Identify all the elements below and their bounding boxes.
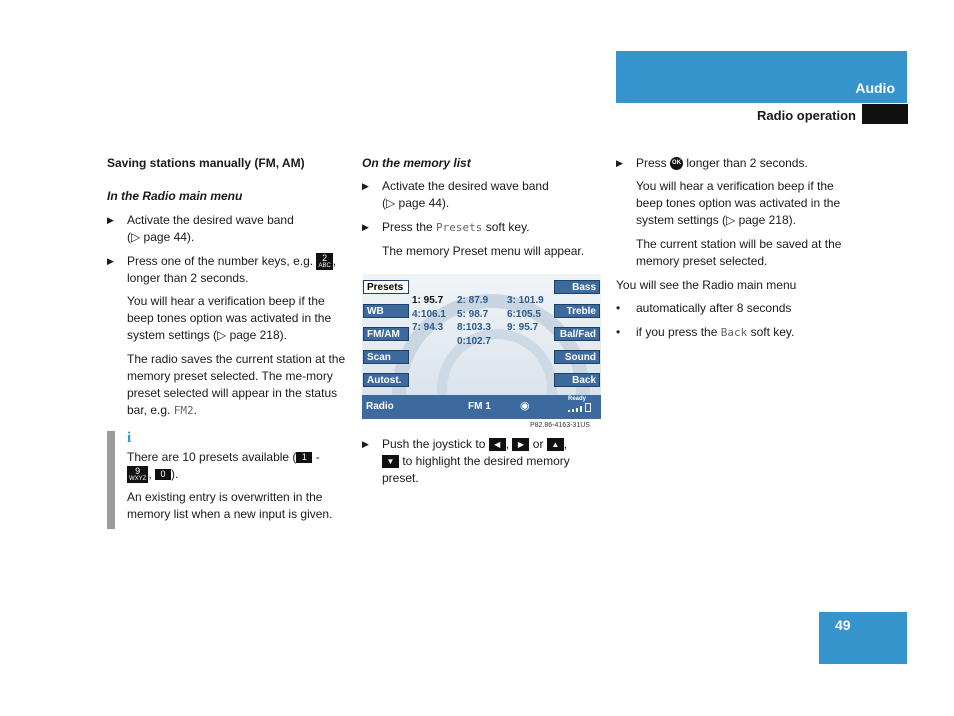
arrow-left-icon: ◀ [489, 438, 506, 451]
softkey-back[interactable]: Back [554, 373, 600, 387]
softkey-bass[interactable]: Bass [554, 280, 600, 294]
preset-8[interactable]: 8:103.3 [457, 322, 491, 333]
info-bar [107, 431, 115, 529]
preset-2[interactable]: 2: 87.9 [457, 295, 489, 306]
list-item: ▶ Press OK longer than 2 seconds. [616, 156, 808, 170]
softkey-wb[interactable]: WB [363, 304, 409, 318]
arrow-right-icon: ▶ [512, 438, 529, 451]
status-ready: Ready [568, 396, 587, 402]
triangle-right-icon: ▶ [362, 439, 369, 449]
softkey-fm-am[interactable]: FM/AM [363, 327, 409, 341]
paragraph: The radio saves the current station at the memory preset selected. The me-mory preset selected will appear in the status bar, e.g. FM2. [127, 352, 346, 418]
bullet-dot-icon: • [616, 325, 621, 339]
paragraph: You will see the Radio main menu [616, 278, 797, 292]
section-heading: Saving stations manually (FM, AM) [107, 156, 305, 170]
triangle-right-icon: ▶ [107, 256, 114, 266]
status-bar [362, 395, 601, 419]
preset-0[interactable]: 0:102.7 [457, 336, 491, 347]
softkey-autost[interactable]: Autost. [363, 373, 409, 387]
number-key-9-icon: 9 WXYZ [129, 466, 147, 483]
list-item: • automatically after 8 seconds [616, 301, 792, 315]
column-2-continued [362, 436, 607, 487]
softkey-bal-fad[interactable]: Bal/Fad [554, 327, 600, 341]
number-key-1-icon: 1 [296, 452, 312, 463]
number-key-2-icon: 2 ABC [318, 253, 331, 270]
triangle-right-icon: ▶ [616, 158, 623, 168]
section-marker [862, 104, 908, 124]
softkey-presets[interactable]: Presets [363, 280, 409, 294]
page-number-box [819, 612, 907, 664]
list-item: ▶ Press one of the number keys, e.g. 2 ABC , longer than 2 seconds. [107, 253, 337, 286]
subheading: On the memory list [362, 156, 471, 170]
preset-9[interactable]: 9: 95.7 [507, 322, 539, 333]
softkey-scan[interactable]: Scan [363, 350, 409, 364]
arrow-down-icon: ▼ [382, 455, 399, 468]
ok-key-icon: OK [670, 157, 683, 170]
preset-4[interactable]: 4:106.1 [412, 309, 446, 320]
preset-7[interactable]: 7: 94.3 [412, 322, 444, 333]
preset-5[interactable]: 5: 98.7 [457, 309, 489, 320]
section-title: Radio operation [757, 108, 856, 123]
column-2 [362, 155, 607, 260]
paragraph: The memory Preset menu will appear. [382, 244, 585, 258]
cd-icon: ◉ [520, 400, 530, 412]
triangle-right-icon: ▶ [362, 222, 369, 232]
info-icon: i [127, 430, 132, 446]
triangle-right-icon: ▶ [107, 215, 114, 225]
preset-6[interactable]: 6:105.5 [507, 309, 541, 320]
bullet-dot-icon: • [616, 301, 621, 315]
paragraph: You will hear a verification beep if the beep tones option was activated in the system settings (▷ page 218). [127, 294, 332, 343]
subheading: In the Radio main menu [107, 189, 243, 203]
softkey-treble[interactable]: Treble [554, 304, 600, 318]
list-item: ▶ Activate the desired wave band (▷ page 44). [107, 213, 294, 244]
column-3 [616, 155, 861, 341]
chapter-title: Audio [855, 80, 895, 96]
page-number: 49 [835, 617, 851, 633]
list-item: • if you press the Back soft key. [616, 325, 795, 339]
list-item: ▶ Push the joystick to ◀ , ▶ or ▲ , ▼ to highlight the desired memory preset. [362, 437, 570, 485]
status-mode: Radio [366, 401, 394, 412]
preset-1[interactable]: 1: 95.7 [412, 295, 444, 306]
column-1 [107, 155, 347, 419]
paragraph: The current station will be saved at the memory preset selected. [636, 237, 842, 268]
number-key-0-icon: 0 [155, 469, 171, 480]
list-item: ▶ Press the Presets soft key. [362, 220, 530, 234]
figure-caption: P82.86-4163-31US [530, 422, 590, 429]
preset-3[interactable]: 3: 101.9 [507, 295, 544, 306]
status-band: FM 1 [468, 401, 491, 412]
list-item: ▶ Activate the desired wave band (▷ page 44). [362, 179, 549, 210]
arrow-up-icon: ▲ [547, 438, 564, 451]
signal-strength-icon [568, 404, 596, 412]
info-box [127, 430, 352, 523]
softkey-sound[interactable]: Sound [554, 350, 600, 364]
triangle-right-icon: ▶ [362, 181, 369, 191]
info-text: An existing entry is overwritten in the memory list when a new input is given. [127, 490, 333, 522]
chapter-header [616, 51, 907, 103]
radio-screen [362, 274, 601, 419]
paragraph: You will hear a verification beep if the beep tones option was activated in the system settings (▷ page 218). [636, 179, 841, 227]
info-text: There are 10 presets available ( 1 - 9 WXYZ , 0 ). [127, 450, 320, 483]
